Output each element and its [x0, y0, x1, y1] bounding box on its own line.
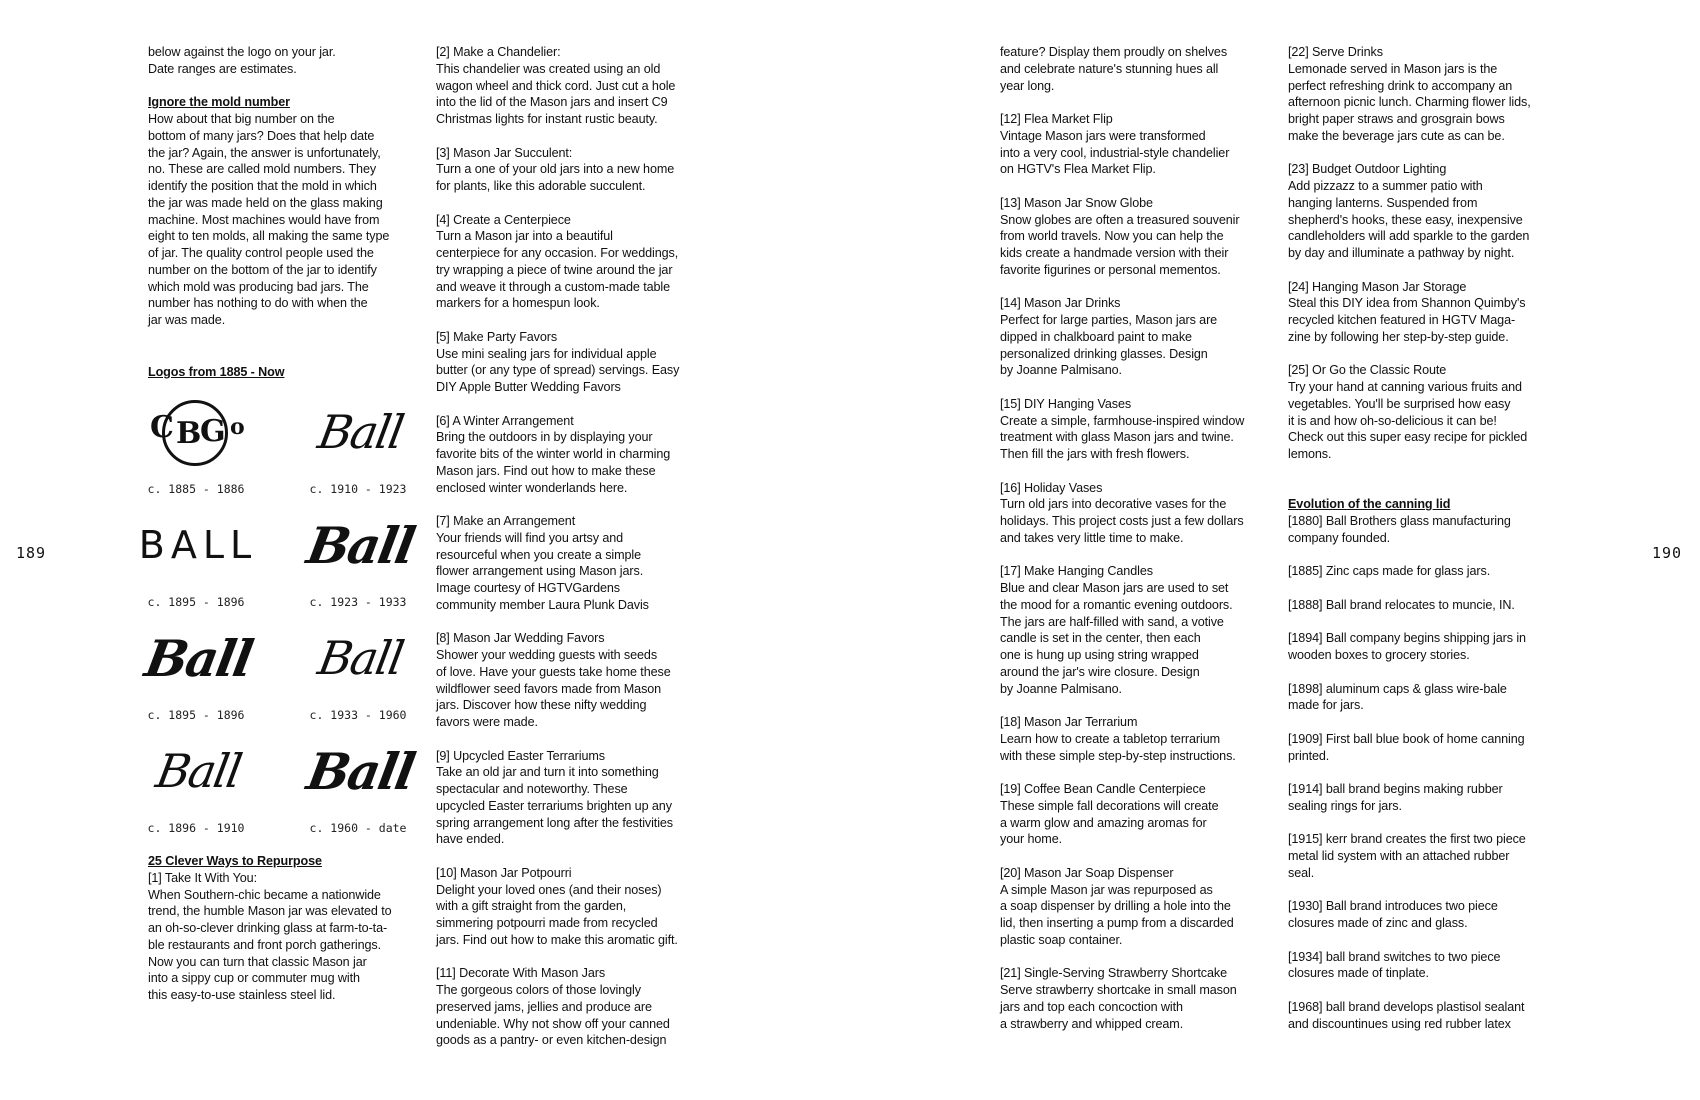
repurpose-item-line: [9] Upcycled Easter Terrariums — [436, 748, 605, 763]
repurpose-item-line: and weave it through a custom-made table — [436, 279, 671, 294]
repurpose-item-line: [14] Mason Jar Drinks — [1000, 296, 1121, 311]
repurpose-item-line: Take an old jar and turn it into something — [436, 765, 659, 780]
logo-wordmark: Ball — [302, 741, 418, 801]
logo-date-caption: c. 1896 - 1910 — [147, 821, 245, 835]
repurpose-item-line: lid, then inserting a pump from a discarded — [1000, 916, 1234, 930]
repurpose-item-line: favorite bits of the winter world in charming — [436, 447, 671, 461]
evolution-entry-line: [1968] ball brand develops plastisol sealant — [1288, 999, 1525, 1014]
repurpose-item-line: Mason jars. Find out how to make these — [436, 463, 656, 478]
repurpose-item-line: kids create a handmade version with their — [1000, 246, 1229, 260]
evolution-entry-line: wooden boxes to grocery stories. — [1288, 648, 1470, 662]
repurpose-item-line: This chandelier was created using an old — [436, 61, 661, 76]
evolution-entry-line: seal. — [1288, 865, 1315, 880]
evolution-entry-line: closures made of zinc and glass. — [1288, 916, 1468, 930]
repurpose-item-line: These simple fall decorations will create — [1000, 798, 1219, 813]
logo-entry — [128, 392, 268, 502]
clever-ways-section — [148, 853, 430, 1004]
repurpose-item-line: Turn a Mason jar into a beautiful — [436, 229, 613, 244]
logo-date-caption: c. 1933 - 1960 — [309, 708, 407, 722]
repurpose-item-line: Delight your loved ones (and their noses) — [436, 882, 662, 897]
repurpose-item-line: Blue and clear Mason jars are used to set — [1000, 581, 1229, 595]
repurpose-item-line: dipped in chalkboard paint to make — [1000, 329, 1192, 344]
logo-entry — [128, 618, 268, 728]
evolution-entry-line: [1888] Ball brand relocates to muncie, IN. — [1288, 597, 1515, 612]
ball-script-logo — [128, 731, 268, 811]
repurpose-item-line: [16] Holiday Vases — [1000, 480, 1103, 495]
repurpose-item-line: The jars are half-filled with sand, a votive — [1000, 614, 1224, 629]
repurpose-item-line: Steal this DIY idea from Shannon Quimby's — [1288, 296, 1526, 311]
clever-ways-item-1 — [148, 870, 430, 1004]
repurpose-item-line: Create a simple, farmhouse-inspired window — [1000, 413, 1245, 428]
repurpose-item-line: [7] Make an Arrangement — [436, 514, 576, 528]
repurpose-item-line: Snow globes are often a treasured souvenir — [1000, 212, 1240, 227]
clever-ways-line: an oh-so-clever drinking glass at farm-to-ta- — [148, 921, 388, 935]
repurpose-item-line: afternoon picnic lunch. Charming flower lids, — [1288, 95, 1531, 110]
repurpose-item-line: flower arrangement using Mason jars. — [436, 564, 644, 579]
repurpose-item-line: Image courtesy of HGTVGardens — [436, 581, 620, 595]
repurpose-item-line: [19] Coffee Bean Candle Centerpiece — [1000, 782, 1206, 796]
logo-wordmark: Ball — [140, 628, 256, 688]
repurpose-item-line: Your friends will find you artsy and — [436, 530, 624, 545]
clever-ways-line: trend, the humble Mason jar was elevated to — [148, 904, 392, 919]
repurpose-item-line: [12] Flea Market Flip — [1000, 112, 1113, 126]
evolution-entry-line: sealing rings for jars. — [1288, 798, 1402, 813]
repurpose-item-line: jars. Find out how to make this aromatic gift. — [436, 932, 678, 947]
logo-gallery — [128, 392, 418, 852]
repurpose-item-line: [11] Decorate With Mason Jars — [436, 966, 606, 981]
repurpose-item-line: and takes very little time to make. — [1000, 530, 1184, 545]
repurpose-item-line: [10] Mason Jar Potpourri — [436, 865, 572, 880]
repurpose-item-line: by Joanne Palmisano. — [1000, 681, 1122, 696]
repurpose-item-line: upcycled Easter terrariums brighten up any — [436, 798, 672, 813]
repurpose-item-line: a soap dispenser by drilling a hole into the — [1000, 899, 1231, 914]
repurpose-item-line: of love. Have your guests take home these — [436, 664, 671, 679]
repurpose-item-line: recycled kitchen featured in HGTV Maga- — [1288, 313, 1516, 327]
logo-date-caption: c. 1910 - 1923 — [309, 482, 407, 496]
ball-block-logo — [128, 505, 268, 585]
ball-script-logo — [290, 392, 430, 472]
repurpose-item-line: [4] Create a Centerpiece — [436, 212, 571, 227]
repurpose-item-line: favors were made. — [436, 715, 538, 729]
mold-number-line: eight to ten molds, all making the same type — [148, 229, 390, 244]
mold-number-line: machine. Most machines would have from — [148, 212, 380, 227]
column-4 — [1288, 44, 1570, 1032]
repurpose-item-line: by Joanne Palmisano. — [1000, 363, 1122, 378]
logo-entry — [128, 731, 268, 841]
column-1 — [148, 44, 430, 329]
repurpose-item-line: it is and how oh-so-delicious it can be! — [1288, 413, 1497, 428]
repurpose-item-line: spring arrangement long after the festivities — [436, 815, 674, 830]
repurpose-item-line: markers for a homespun look. — [436, 296, 600, 311]
clever-ways-line: When Southern-chic became a nationwide — [148, 887, 381, 902]
repurpose-item-line: Turn a one of your old jars into a new home — [436, 162, 675, 177]
logos-heading-wrap — [148, 364, 430, 381]
evolution-entry-line: [1894] Ball company begins shipping jars in — [1288, 631, 1526, 646]
evolution-entry-line: [1880] Ball Brothers glass manufacturing — [1288, 514, 1511, 528]
mold-number-heading: Ignore the mold number — [148, 95, 290, 110]
repurpose-item-line: on HGTV's Flea Market Flip. — [1000, 162, 1156, 177]
repurpose-item-line: have ended. — [436, 832, 505, 847]
page-number-right: 190 — [1652, 544, 1683, 562]
logo-entry — [290, 392, 430, 502]
repurpose-item-line: DIY Apple Butter Wedding Favors — [436, 380, 621, 394]
clever-ways-line: into a sippy cup or commuter mug with — [148, 971, 360, 986]
logo-entry — [290, 505, 430, 615]
repurpose-item-line: holidays. This project costs just a few dollars — [1000, 514, 1244, 528]
repurpose-item-line: for plants, like this adorable succulent. — [436, 179, 646, 193]
repurpose-item-line: [8] Mason Jar Wedding Favors — [436, 631, 605, 646]
repurpose-item-line: [18] Mason Jar Terrarium — [1000, 715, 1138, 729]
repurpose-item-line: your home. — [1000, 832, 1062, 847]
repurpose-item-line: undeniable. Why not show off your canned — [436, 1016, 670, 1031]
repurpose-item-line: personalized drinking glasses. Design — [1000, 346, 1208, 361]
repurpose-item-line: year long. — [1000, 78, 1055, 93]
repurpose-item-line: a warm glow and amazing aromas for — [1000, 815, 1207, 830]
repurpose-item-line: Use mini sealing jars for individual apple — [436, 346, 657, 361]
repurpose-item-line: simmering potpourri made from recycled — [436, 916, 658, 930]
repurpose-item-line: Serve strawberry shortcake in small mason — [1000, 983, 1237, 997]
mold-number-line: number on the bottom of the jar to identify — [148, 262, 377, 277]
repurpose-item-line: spectacular and noteworthy. These — [436, 782, 628, 796]
logo-wordmark: BALL — [138, 523, 258, 567]
evolution-entry-line: made for jars. — [1288, 698, 1364, 713]
clever-ways-line: Now you can turn that classic Mason jar — [148, 954, 367, 969]
ball-script-logo — [128, 618, 268, 698]
mold-number-line: the jar? Again, the answer is unfortunately, — [148, 145, 381, 160]
mold-number-line: of jar. The quality control people used the — [148, 246, 374, 260]
evolution-entry-line: closures made of tinplate. — [1288, 966, 1429, 981]
repurpose-item-line: preserved jams, jellies and produce are — [436, 999, 652, 1014]
evolution-heading: Evolution of the canning lid — [1288, 497, 1451, 512]
logo-date-caption: c. 1960 - date — [309, 821, 407, 835]
evolution-entry-line: [1915] kerr brand creates the first two piece — [1288, 832, 1526, 847]
ball-script-logo — [290, 731, 430, 811]
repurpose-item-line: Try your hand at canning various fruits and — [1288, 380, 1522, 394]
repurpose-item-line: A simple Mason jar was repurposed as — [1000, 882, 1213, 897]
repurpose-item-line: resourceful when you create a simple — [436, 547, 642, 562]
repurpose-item-line: hanging lanterns. Suspended from — [1288, 195, 1478, 210]
evolution-entry-line: [1885] Zinc caps made for glass jars. — [1288, 564, 1491, 579]
repurpose-item-line: and celebrate nature's stunning hues all — [1000, 61, 1219, 76]
repurpose-item-line: a strawberry and whipped cream. — [1000, 1016, 1184, 1031]
repurpose-item-line: around the jar's wire closure. Design — [1000, 664, 1200, 679]
evolution-entry-line: [1898] aluminum caps & glass wire-bale — [1288, 681, 1507, 696]
evolution-entry-line: and discountinues using red rubber latex — [1288, 1016, 1511, 1031]
repurpose-item-line: [17] Make Hanging Candles — [1000, 564, 1153, 579]
repurpose-item-line: try wrapping a piece of twine around the jar — [436, 262, 673, 277]
logo-entry — [128, 505, 268, 615]
clever-ways-heading: 25 Clever Ways to Repurpose — [148, 854, 322, 868]
repurpose-item-line: shepherd's hooks, these easy, inexpensive — [1288, 212, 1523, 227]
repurpose-item-line: [23] Budget Outdoor Lighting — [1288, 162, 1447, 177]
repurpose-item-line: [5] Make Party Favors — [436, 329, 558, 344]
logos-heading: Logos from 1885 - Now — [148, 365, 285, 379]
repurpose-item-line: [6] A Winter Arrangement — [436, 413, 574, 428]
evolution-entry-line: [1934] ball brand switches to two piece — [1288, 949, 1501, 964]
repurpose-item-line: Add pizzazz to a summer patio with — [1288, 179, 1483, 193]
logo-date-caption: c. 1895 - 1896 — [147, 708, 245, 722]
repurpose-item-line: Check out this super easy recipe for pickled — [1288, 430, 1528, 445]
repurpose-item-line: with these simple step-by-step instructions. — [1000, 748, 1236, 763]
ball-script-logo — [290, 618, 430, 698]
logo-date-caption: c. 1895 - 1896 — [147, 595, 245, 609]
mold-number-line: number has nothing to do with when the — [148, 296, 368, 311]
repurpose-item-line: The gorgeous colors of those lovingly — [436, 983, 641, 997]
mold-number-line: How about that big number on the — [148, 112, 335, 126]
intro-line: Date ranges are estimates. — [148, 61, 297, 76]
clever-ways-line: ble restaurants and front porch gatherings. — [148, 937, 382, 952]
mold-number-line: bottom of many jars? Does that help date — [148, 128, 375, 143]
evolution-entry-line: [1914] ball brand begins making rubber — [1288, 782, 1503, 796]
repurpose-item-line: Learn how to create a tabletop terrarium — [1000, 731, 1221, 746]
repurpose-item-line: Bring the outdoors in by displaying your — [436, 430, 653, 445]
repurpose-item-line: the mood for a romantic evening outdoors. — [1000, 597, 1233, 612]
repurpose-item-line: treatment with glass Mason jars and twine. — [1000, 430, 1234, 445]
repurpose-item-line: Perfect for large parties, Mason jars are — [1000, 313, 1218, 327]
mold-number-line: no. These are called mold numbers. They — [148, 162, 377, 177]
repurpose-item-line: wildflower seed favors made from Mason — [436, 681, 662, 696]
clever-ways-line: [1] Take It With You: — [148, 870, 257, 885]
logo-wordmark: Ball — [302, 515, 418, 575]
repurpose-item-line: lemons. — [1288, 447, 1332, 461]
evolution-entry-line: company founded. — [1288, 530, 1391, 545]
repurpose-item-line: [3] Mason Jar Succulent: — [436, 145, 573, 160]
repurpose-item-line: [21] Single-Serving Strawberry Shortcake — [1000, 966, 1227, 981]
ball-script-logo — [290, 505, 430, 585]
repurpose-item-line: [2] Make a Chandelier: — [436, 45, 561, 59]
logo-wordmark: Ball — [313, 631, 407, 685]
mold-number-line: the jar was made held on the glass making — [148, 195, 383, 210]
repurpose-item-line: into a very cool, industrial-style chandelier — [1000, 145, 1230, 160]
repurpose-item-line: feature? Display them proudly on shelves — [1000, 45, 1228, 59]
logo-entry — [290, 731, 430, 841]
evolution-entry-line: printed. — [1288, 748, 1330, 763]
intro-line: below against the logo on your jar. — [148, 45, 336, 59]
repurpose-item-line: Then fill the jars with fresh flowers. — [1000, 447, 1190, 461]
repurpose-item-line: favorite figurines or personal mementos. — [1000, 262, 1221, 277]
mold-number-line: jar was made. — [148, 313, 226, 327]
logo-date-caption: c. 1885 - 1886 — [147, 482, 245, 496]
repurpose-item-line: candle is set in the center, then each — [1000, 631, 1201, 646]
repurpose-item-line: Shower your wedding guests with seeds — [436, 648, 658, 662]
evolution-entry-line: [1909] First ball blue book of home canning — [1288, 731, 1525, 746]
repurpose-item-line: [25] Or Go the Classic Route — [1288, 363, 1447, 378]
repurpose-item-line: make the beverage jars cute as can be. — [1288, 128, 1505, 143]
repurpose-item-line: with a gift straight from the garden, — [436, 899, 627, 914]
repurpose-item-line: [24] Hanging Mason Jar Storage — [1288, 279, 1467, 294]
repurpose-item-line: plastic soap container. — [1000, 932, 1123, 947]
repurpose-item-line: [22] Serve Drinks — [1288, 45, 1383, 59]
repurpose-item-line: [13] Mason Jar Snow Globe — [1000, 195, 1153, 210]
repurpose-item-line: Turn old jars into decorative vases for the — [1000, 497, 1227, 512]
repurpose-item-line: zine by following her step-by-step guide. — [1288, 329, 1509, 344]
repurpose-item-line: goods as a pantry- or even kitchen-design — [436, 1033, 667, 1048]
repurpose-item-line: one is hung up using string wrapped — [1000, 648, 1199, 662]
logo-wordmark: Ball — [313, 405, 407, 459]
repurpose-item-line: Vintage Mason jars were transformed — [1000, 128, 1206, 143]
mold-number-line: which mold was producing bad jars. The — [148, 279, 369, 294]
repurpose-item-line: [15] DIY Hanging Vases — [1000, 396, 1132, 411]
mold-number-paragraph — [148, 111, 430, 329]
repurpose-item-line: community member Laura Plunk Davis — [436, 597, 649, 612]
repurpose-item-line: wagon wheel and thick cord. Just cut a hole — [436, 78, 676, 93]
repurpose-item-line: perfect refreshing drink to accompany an — [1288, 78, 1513, 93]
logo-entry — [290, 618, 430, 728]
repurpose-item-line: bright paper straws and grosgrain bows — [1288, 112, 1505, 126]
mold-number-line: identify the position that the mold in which — [148, 179, 377, 193]
repurpose-item-line: vegetables. You'll be surprised how easy — [1288, 396, 1511, 411]
repurpose-item-line: candleholders will add sparkle to the garden — [1288, 229, 1530, 244]
column-2 — [436, 44, 718, 1049]
logo-wordmark: Ball — [151, 744, 245, 798]
repurpose-item-line: Christmas lights for instant rustic beauty. — [436, 112, 658, 126]
repurpose-item-line: by day and illuminate a pathway by night. — [1288, 246, 1515, 260]
page-number-left: 189 — [16, 544, 47, 562]
repurpose-item-line: jars and top each concoction with — [1000, 999, 1183, 1014]
repurpose-item-line: Lemonade served in Mason jars is the — [1288, 61, 1498, 76]
evolution-entry-line: metal lid system with an attached rubber — [1288, 849, 1510, 863]
column-3 — [1000, 44, 1282, 1032]
repurpose-item-line: enclosed winter wonderlands here. — [436, 480, 628, 495]
repurpose-item-line: jars. Discover how these nifty wedding — [436, 698, 647, 713]
repurpose-item-line: into the lid of the Mason jars and insert C9 — [436, 95, 668, 110]
clever-ways-line: this easy-to-use stainless steel lid. — [148, 988, 336, 1002]
repurpose-item-line: centerpiece for any occasion. For weddings, — [436, 246, 679, 260]
repurpose-item-line: butter (or any type of spread) servings. Easy — [436, 363, 680, 378]
evolution-entry-line: [1930] Ball brand introduces two piece — [1288, 899, 1498, 914]
cbg-monogram-logo: C B G o — [128, 392, 268, 472]
repurpose-item-line: from world travels. Now you can help the — [1000, 229, 1224, 244]
repurpose-item-line: [20] Mason Jar Soap Dispenser — [1000, 865, 1174, 880]
logo-date-caption: c. 1923 - 1933 — [309, 595, 407, 609]
